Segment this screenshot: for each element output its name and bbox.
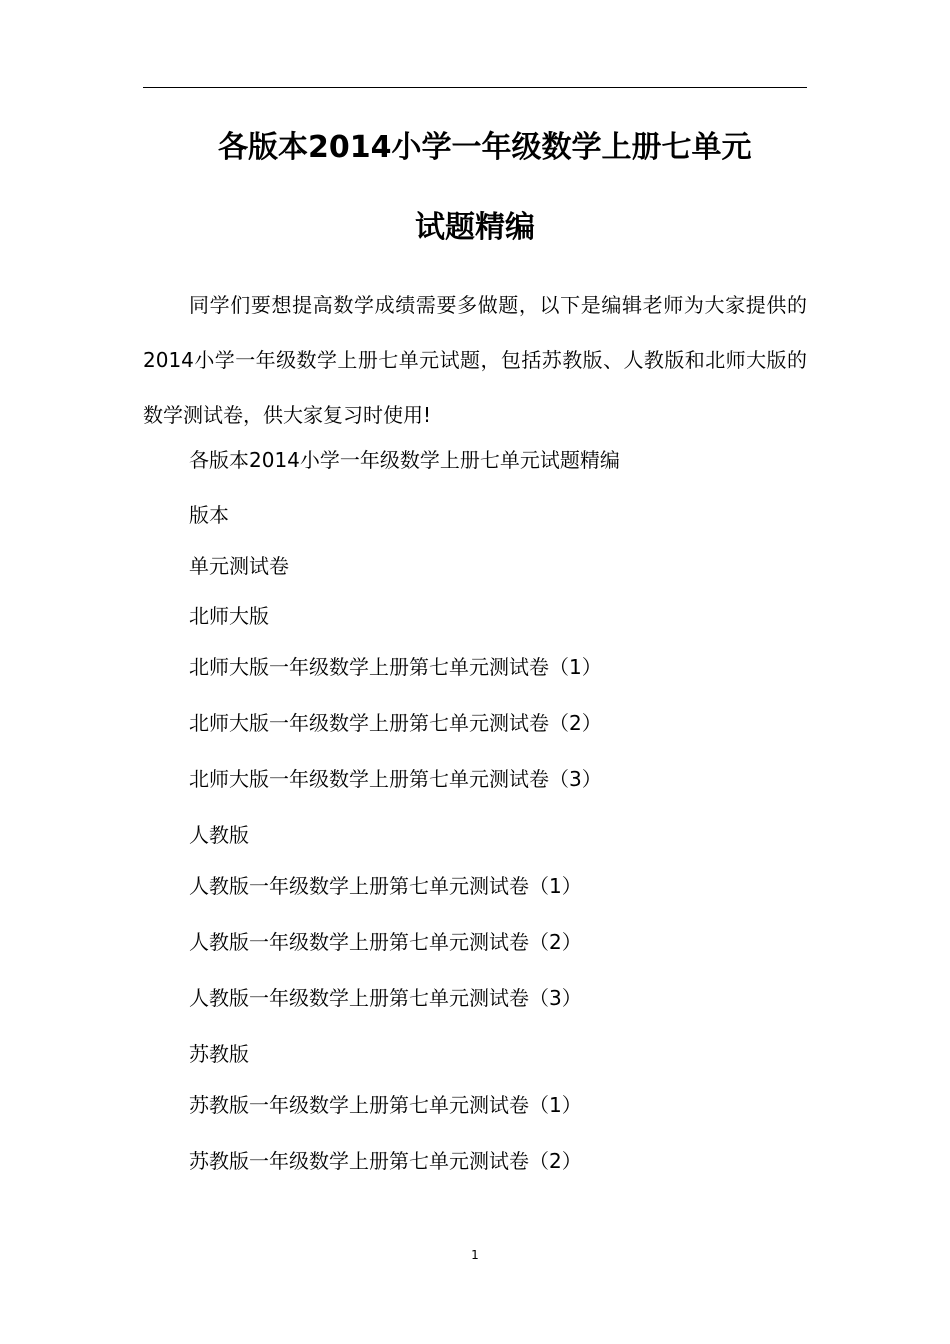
list-item: 单元测试卷 <box>189 554 289 578</box>
list-item: 北师大版 <box>189 604 269 628</box>
list-item: 各版本2014小学一年级数学上册七单元试题精编 <box>189 448 620 472</box>
page-number: 1 <box>471 1248 479 1262</box>
list-item: 人教版 <box>189 823 249 847</box>
list-item: 苏教版一年级数学上册第七单元测试卷（2） <box>189 1149 582 1173</box>
list-item: 人教版一年级数学上册第七单元测试卷（3） <box>189 986 582 1010</box>
list-item: 北师大版一年级数学上册第七单元测试卷（1） <box>189 655 602 679</box>
document-title-line-2: 试题精编 <box>415 210 535 245</box>
list-item: 苏教版 <box>189 1042 249 1066</box>
list-item: 版本 <box>189 503 229 527</box>
header-rule <box>143 87 807 88</box>
list-item: 北师大版一年级数学上册第七单元测试卷（2） <box>189 711 602 735</box>
list-item: 苏教版一年级数学上册第七单元测试卷（1） <box>189 1093 582 1117</box>
document-title-line-1: 各版本2014小学一年级数学上册七单元 <box>218 130 752 165</box>
list-item: 北师大版一年级数学上册第七单元测试卷（3） <box>189 767 602 791</box>
intro-paragraph: 同学们要想提高数学成绩需要多做题，以下是编辑老师为大家提供的2014小学一年级数学上册七单元试题，包括苏教版、人教版和北师大版的数学测试卷，供大家复习时使用! <box>143 293 807 427</box>
list-item: 人教版一年级数学上册第七单元测试卷（1） <box>189 874 582 898</box>
list-item: 人教版一年级数学上册第七单元测试卷（2） <box>189 930 582 954</box>
